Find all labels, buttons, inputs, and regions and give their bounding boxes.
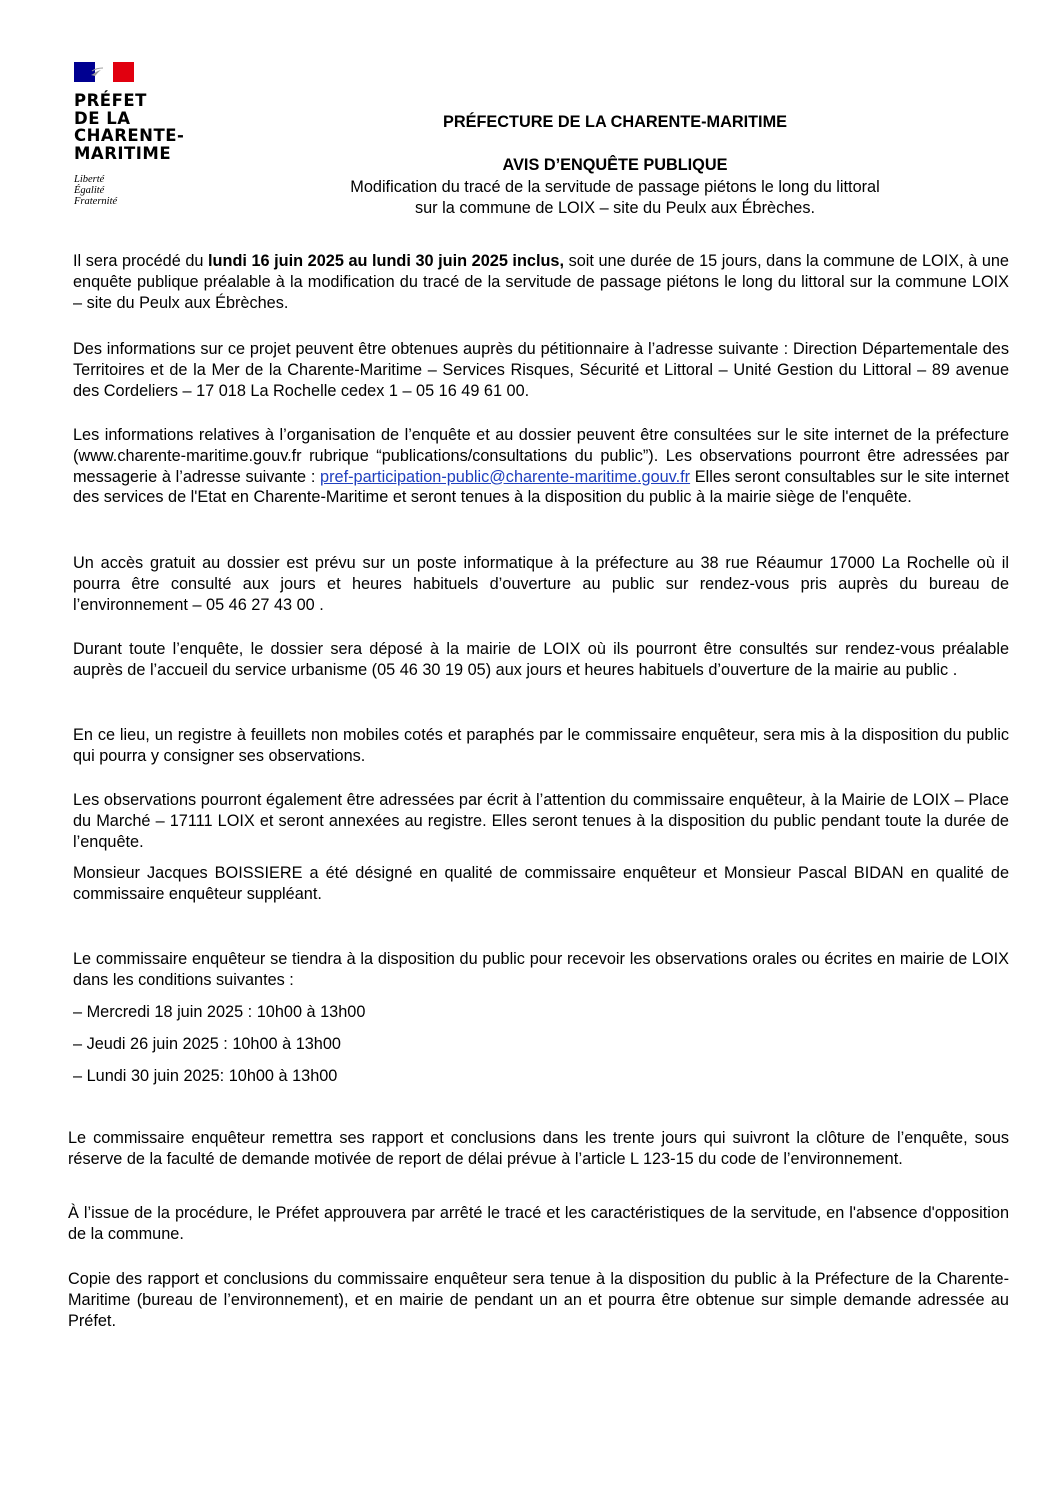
text-span: soit une durée de 15 jours, dans la commune de LOIX, à une enquête publique préalable à la modification du tracé de la servitude de passage piétons le long du littoral sur la commune LOIX – site du Peulx aux Ébrèches. — [73, 252, 1009, 312]
paragraph-text: Le commissaire enquêteur se tiendra à la disposition du public pour recevoir les observations orales ou écrites en mairie de LOIX dans les conditions suivantes : — [73, 950, 1009, 989]
paragraph-commissioner — [73, 863, 1009, 905]
paragraph-permanences — [73, 949, 1009, 991]
notice-subtitle-line1: Modification du tracé de la servitude de passage piétons le long du littoral — [350, 178, 880, 196]
logo-motto — [74, 174, 224, 207]
logo-title-line: DE LA — [74, 108, 131, 128]
paragraph-dates — [73, 251, 1009, 313]
notice-subtitle-line2: sur la commune de LOIX – site du Peulx aux Ébrèches. — [414, 199, 815, 217]
prefecture-heading: PRÉFECTURE DE LA CHARENTE-MARITIME — [442, 113, 787, 131]
text-span: Les informations relatives à l’organisation de l’enquête et au dossier peuvent être consultées sur le site internet de la préfecture ( — [73, 426, 1009, 465]
paragraph-free-access — [73, 553, 1009, 615]
paragraph-text: En ce lieu, un registre à feuillets non mobiles cotés et paraphés par le commissaire enquêteur, sera mis à la disposition du public qui pourra y consigner ses observations. — [73, 726, 1009, 765]
paragraph-written-observations — [73, 790, 1009, 852]
paragraph-information — [73, 339, 1009, 401]
text-span: Elles seront consultables sur le site internet des services de l'Etat en Charente-Maritime et seront tenues à la disposition du public à la mairie siège de l'enquête. — [73, 467, 1009, 507]
text-span: rubrique “publications/consultations du public”). Les observations pourront être adressées par messagerie à l’adresse suivante : — [73, 446, 1009, 486]
motto-line: Égalité — [74, 185, 105, 196]
schedule-item: – Lundi 30 juin 2025: 10h00 à 13h00 — [73, 1067, 338, 1085]
motto-line: Liberté — [74, 174, 105, 185]
prefecture-website-link[interactable]: www.charente-maritime.gouv.fr — [78, 446, 302, 465]
notice-title: AVIS D’ENQUÊTE PUBLIQUE — [502, 156, 728, 174]
paragraph-text: Copie des rapport et conclusions du commissaire enquêteur sera tenue à la disposition du public à la Préfecture de la Charente-Maritime (bureau de l’environnement), et en mairie de pendant un an et pourra être obtenue sur simple demande adressée au Préfet. — [68, 1270, 1009, 1330]
paragraph-report — [68, 1128, 1009, 1170]
marianne-flag-icon — [74, 62, 134, 82]
paragraph-copy — [68, 1269, 1009, 1331]
email-link[interactable]: pref-participation-public@charente-maritime.gouv.fr — [320, 467, 691, 486]
paragraph-text: Le commissaire enquêteur remettra ses rapport et conclusions dans les trente jours qui suivront la clôture de l’enquête, sous réserve de la faculté de demande motivée de report de délai prévue à l’article L 123-15 du code de l’environnement. — [68, 1129, 1009, 1168]
logo-title-line: MARITIME — [74, 143, 172, 163]
paragraph-text: Les observations pourront également être adressées par écrit à l’attention du commissaire enquêteur, à la Mairie de LOIX – Place du Marché – 17111 LOIX et seront annexées au registre. Elles seront tenues à la disposition du public pendant toute la durée de l’enquête. — [73, 791, 1009, 851]
paragraph-text: Des informations sur ce projet peuvent être obtenues auprès du pétitionnaire à l’adresse suivante : Direction Départementale des Territoires et de la Mer de la Charente-Maritime – Services Risques, Sécurité et Littoral – Unité Gestion du Littoral – 89 avenue des Cordeliers – 17 018 La Rochelle cedex 1 – 05 16 49 61 00. — [73, 340, 1009, 400]
paragraph-text: Monsieur Jacques BOISSIERE a été désigné en qualité de commissaire enquêteur et Monsieur Pascal BIDAN en qualité de commissaire enquêteur suppléant. — [73, 864, 1009, 903]
prefet-logo — [74, 62, 224, 207]
paragraph-online — [73, 425, 1009, 508]
paragraph-register — [73, 725, 1009, 767]
schedule-item: – Jeudi 26 juin 2025 : 10h00 à 13h00 — [73, 1035, 341, 1053]
paragraph-text: Un accès gratuit au dossier est prévu sur un poste informatique à la préfecture au 38 rue Réaumur 17000 La Rochelle où il pourra être consulté aux jours et heures habituels d’ouverture au public sur rendez-vous pris auprès du bureau de l’environnement – 05 46 27 43 00 . — [73, 554, 1009, 614]
schedule-item: – Mercredi 18 juin 2025 : 10h00 à 13h00 — [73, 1003, 366, 1021]
paragraph-text: Durant toute l’enquête, le dossier sera déposé à la mairie de LOIX où ils pourront être consultés sur rendez-vous préalable auprès de l’accueil du service urbanisme (05 46 30 19 05) aux jours et heures habituels d’ouverture de la mairie au public . — [73, 640, 1009, 679]
enquiry-dates: lundi 16 juin 2025 au lundi 30 juin 2025 inclus, — [208, 252, 565, 270]
text-span: Il sera procédé du — [73, 252, 209, 270]
logo-title — [74, 92, 224, 162]
motto-line: Fraternité — [74, 196, 118, 207]
paragraph-mairie — [73, 639, 1009, 681]
logo-title-line: PRÉFET — [74, 91, 147, 110]
paragraph-text: À l’issue de la procédure, le Préfet approuvera par arrêté le tracé et les caractéristiques de la servitude, en l'absence d'opposition de la commune. — [68, 1204, 1009, 1243]
paragraph-approval — [68, 1203, 1009, 1245]
logo-title-line: CHARENTE- — [74, 126, 185, 145]
